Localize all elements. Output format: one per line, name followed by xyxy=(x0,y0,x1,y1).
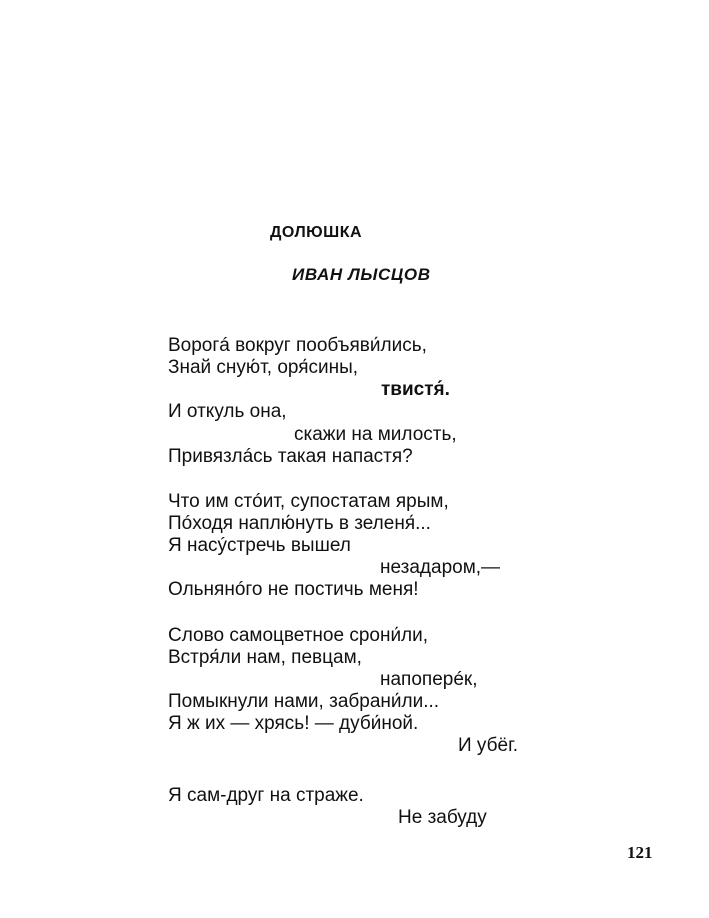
poem-line: Я ж их — хрясь! — дуби́ной. xyxy=(168,713,419,734)
poem-line: Не забуду xyxy=(398,807,487,828)
poem-line: Встря́ли нам, певцам, xyxy=(168,647,362,668)
poem-line: Что им стóит, супостатам ярым, xyxy=(168,491,449,512)
poem-line: Я сам-друг на страже. xyxy=(168,785,364,806)
poem-line: Привязлáсь такая напастя? xyxy=(168,446,413,467)
poem-line: Пóходя наплю́нуть в зеленя́... xyxy=(168,513,431,534)
poem-line: скажи на милость, xyxy=(294,424,457,445)
poem-line: Я насýстречь вышел xyxy=(168,535,351,556)
poem-line: напоперéк, xyxy=(380,669,478,690)
poem-line: И откуль она, xyxy=(168,401,287,422)
poem-line: И убёг. xyxy=(458,735,518,756)
poem-line: Слово самоцветное срони́ли, xyxy=(168,625,429,646)
poem-author: ИВАН ЛЫСЦОВ xyxy=(292,265,431,284)
poem-line: Знай сную́т, оря́сины, xyxy=(168,357,359,378)
poem-line: твистя́. xyxy=(381,379,450,400)
page-number: 121 xyxy=(627,843,653,862)
poem-line: Помыкнули нами, забрани́ли... xyxy=(168,691,440,712)
poem-line: незадаром,— xyxy=(380,557,501,578)
poem-line: Ольнянóго не постичь меня! xyxy=(168,579,419,600)
poem-title: ДОЛЮШКА xyxy=(270,224,363,241)
poem-line: Ворогá вокруг пообъяви́лись, xyxy=(168,335,427,356)
